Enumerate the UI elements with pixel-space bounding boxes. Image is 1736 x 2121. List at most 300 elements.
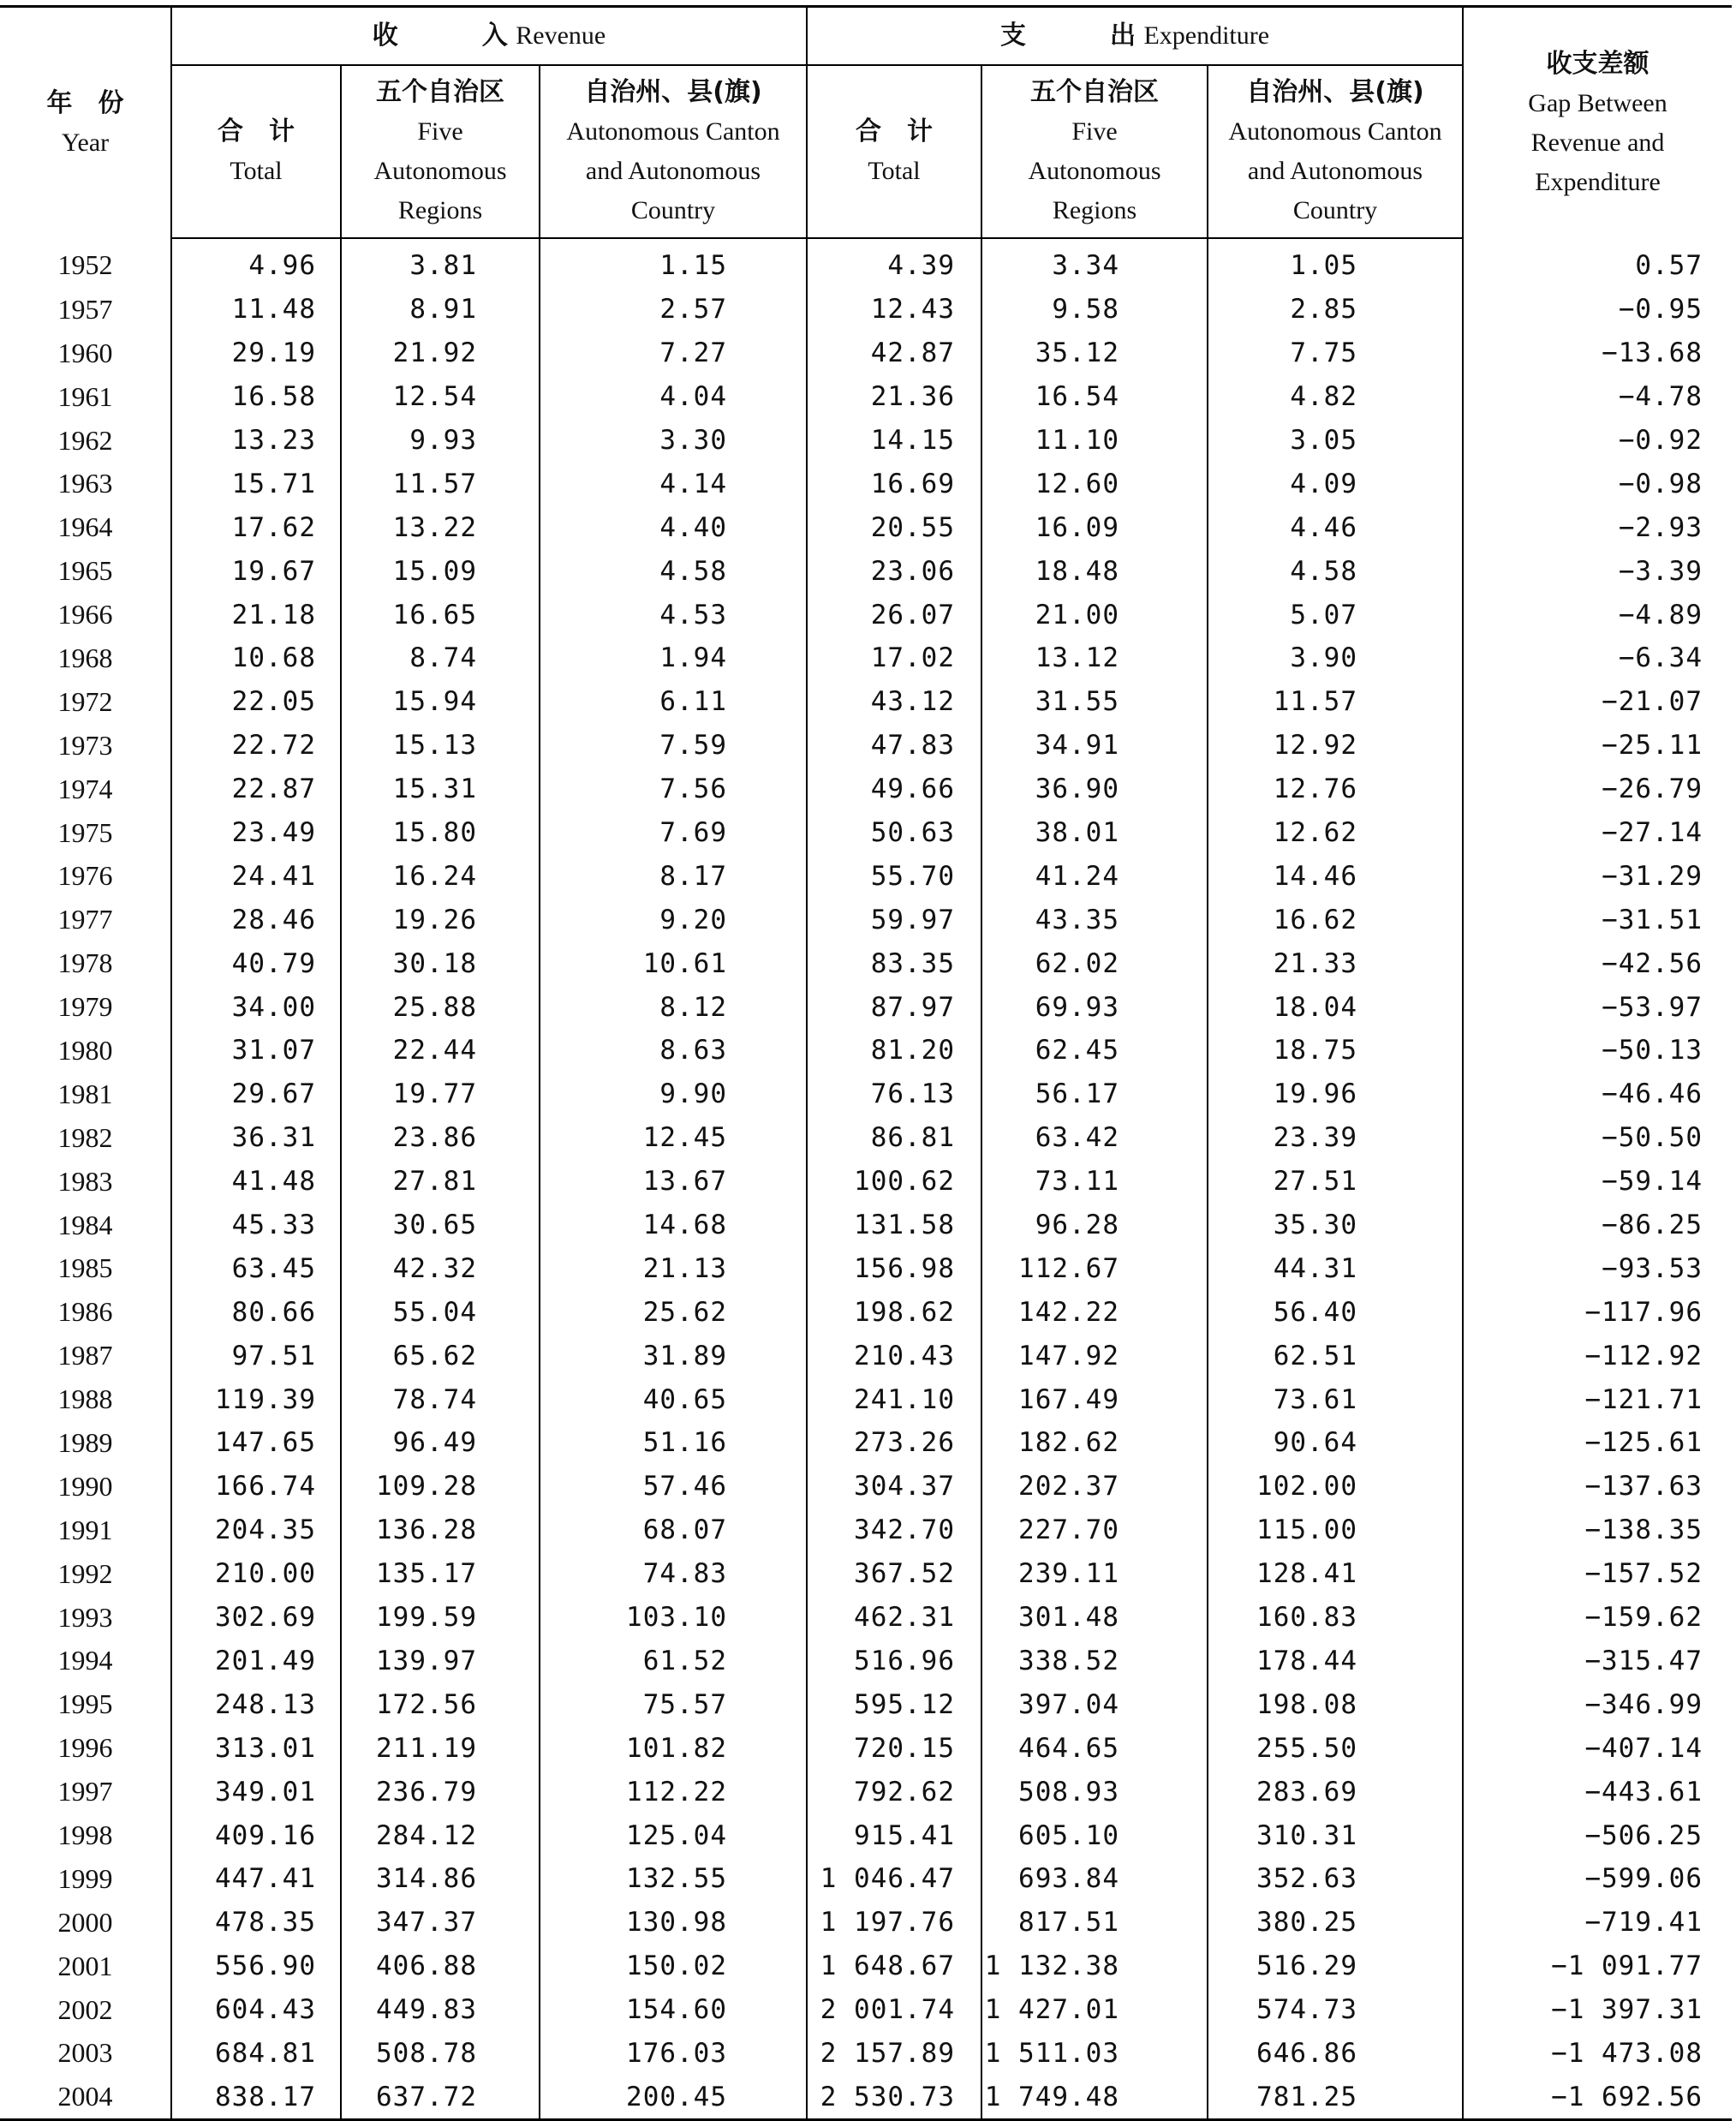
revenue-total-cell: 210.00 — [171, 1552, 341, 1596]
table-row — [0, 898, 1732, 941]
expenditure-five-regions-cell: 16.09 — [981, 505, 1208, 549]
expenditure-header-zh: 支 出 — [999, 21, 1137, 51]
expenditure-autonomous-cell: 516.29 — [1208, 1945, 1463, 1988]
expenditure-auto-header-en1: Autonomous Canton — [1228, 117, 1442, 146]
expenditure-autonomous-cell: 90.64 — [1208, 1421, 1463, 1465]
table-row — [0, 1246, 1732, 1290]
table-row — [0, 505, 1732, 549]
gap-cell: −1 692.56 — [1463, 2075, 1732, 2119]
expenditure-autonomous-cell: 646.86 — [1208, 2032, 1463, 2076]
revenue-total-cell: 13.23 — [171, 419, 341, 463]
gap-cell: −599.06 — [1463, 1857, 1732, 1901]
gap-cell: −159.62 — [1463, 1596, 1732, 1640]
fiscal-table-container — [0, 5, 1732, 2121]
expenditure-autonomous-cell: 4.09 — [1208, 462, 1463, 505]
table-header — [0, 7, 1732, 239]
year-cell: 1996 — [57, 1732, 113, 1764]
year-cell: 1961 — [57, 380, 113, 412]
expenditure-autonomous-cell: 14.46 — [1208, 854, 1463, 898]
table-row — [0, 768, 1732, 811]
gap-header — [1463, 7, 1732, 239]
expenditure-five-regions-cell: 1 132.38 — [981, 1945, 1208, 1988]
year-header — [0, 7, 171, 239]
revenue-five-header-en2: Autonomous — [373, 157, 507, 185]
revenue-five-regions-cell: 96.49 — [341, 1421, 540, 1465]
revenue-autonomous-cell: 68.07 — [540, 1509, 807, 1552]
expenditure-autonomous-cell: 56.40 — [1208, 1290, 1463, 1334]
expenditure-five-regions-cell: 13.12 — [981, 636, 1208, 680]
revenue-autonomous-cell: 75.57 — [540, 1682, 807, 1726]
revenue-total-cell: 22.87 — [171, 768, 341, 811]
expenditure-total-cell: 55.70 — [807, 854, 981, 898]
revenue-five-regions-cell: 21.92 — [341, 332, 540, 375]
revenue-five-regions-cell: 15.13 — [341, 724, 540, 768]
expenditure-autonomous-cell: 4.58 — [1208, 549, 1463, 593]
expenditure-five-regions-cell: 56.17 — [981, 1072, 1208, 1116]
table-row — [0, 1160, 1732, 1204]
expenditure-total-cell: 1 648.67 — [807, 1945, 981, 1988]
expenditure-autonomous-cell: 1.05 — [1208, 238, 1463, 288]
expenditure-autonomous-cell: 7.75 — [1208, 332, 1463, 375]
expenditure-auto-header-en2: and Autonomous — [1247, 157, 1423, 185]
expenditure-autonomous-cell: 16.62 — [1208, 898, 1463, 941]
table-row — [0, 1770, 1732, 1813]
expenditure-five-header-zh: 五个自治区 — [1030, 77, 1160, 107]
gap-cell: −46.46 — [1463, 1072, 1732, 1116]
year-cell: 1974 — [57, 773, 113, 804]
expenditure-total-cell: 47.83 — [807, 724, 981, 768]
gap-cell: −42.56 — [1463, 941, 1732, 985]
revenue-five-regions-cell: 78.74 — [341, 1377, 540, 1421]
revenue-total-cell: 34.00 — [171, 985, 341, 1029]
expenditure-total-cell: 4.39 — [807, 238, 981, 288]
expenditure-five-regions-cell: 35.12 — [981, 332, 1208, 375]
expenditure-five-regions-cell: 693.84 — [981, 1857, 1208, 1901]
gap-header-zh: 收支差额 — [1546, 48, 1649, 79]
gap-cell: −407.14 — [1463, 1726, 1732, 1770]
revenue-five-regions-header — [341, 65, 540, 238]
table-row — [0, 636, 1732, 680]
expenditure-autonomous-cell: 115.00 — [1208, 1509, 1463, 1552]
revenue-five-regions-cell: 12.54 — [341, 375, 540, 419]
expenditure-five-regions-cell: 397.04 — [981, 1682, 1208, 1726]
revenue-total-cell: 29.67 — [171, 1072, 341, 1116]
expenditure-total-cell: 792.62 — [807, 1770, 981, 1813]
expenditure-five-regions-cell: 202.37 — [981, 1465, 1208, 1509]
revenue-total-cell: 22.72 — [171, 724, 341, 768]
expenditure-autonomous-cell: 23.39 — [1208, 1116, 1463, 1160]
year-cell: 1975 — [57, 816, 113, 848]
revenue-total-cell: 40.79 — [171, 941, 341, 985]
revenue-autonomous-cell: 10.61 — [540, 941, 807, 985]
gap-cell: −2.93 — [1463, 505, 1732, 549]
expenditure-five-regions-cell: 96.28 — [981, 1204, 1208, 1247]
table-row — [0, 462, 1732, 505]
revenue-five-regions-cell: 139.97 — [341, 1640, 540, 1683]
expenditure-autonomous-cell: 781.25 — [1208, 2075, 1463, 2119]
year-cell: 1989 — [57, 1426, 113, 1458]
expenditure-total-cell: 131.58 — [807, 1204, 981, 1247]
expenditure-total-cell: 26.07 — [807, 593, 981, 636]
revenue-total-header-en: Total — [230, 157, 283, 185]
year-cell: 1998 — [57, 1819, 113, 1850]
expenditure-five-regions-cell: 73.11 — [981, 1160, 1208, 1204]
year-cell: 1999 — [57, 1862, 113, 1894]
expenditure-five-header-en3: Regions — [1052, 196, 1137, 224]
expenditure-autonomous-cell: 198.08 — [1208, 1682, 1463, 1726]
expenditure-auto-header-zh: 自治州、县(旗) — [1246, 77, 1424, 107]
table-row — [0, 1901, 1732, 1945]
revenue-autonomous-cell: 74.83 — [540, 1552, 807, 1596]
year-cell: 1988 — [57, 1383, 113, 1415]
expenditure-five-regions-cell: 605.10 — [981, 1813, 1208, 1857]
year-cell: 1980 — [57, 1034, 113, 1066]
expenditure-total-cell: 595.12 — [807, 1682, 981, 1726]
revenue-five-regions-cell: 135.17 — [341, 1552, 540, 1596]
expenditure-total-cell: 156.98 — [807, 1246, 981, 1290]
revenue-autonomous-cell: 31.89 — [540, 1334, 807, 1377]
gap-header-en3: Expenditure — [1535, 167, 1661, 196]
revenue-auto-header-en3: Country — [630, 196, 716, 224]
revenue-autonomous-cell: 51.16 — [540, 1421, 807, 1465]
revenue-five-regions-cell: 109.28 — [341, 1465, 540, 1509]
expenditure-total-header — [807, 65, 981, 238]
revenue-autonomous-cell: 61.52 — [540, 1640, 807, 1683]
expenditure-total-header-zh: 合 计 — [856, 117, 934, 146]
expenditure-total-cell: 21.36 — [807, 375, 981, 419]
expenditure-five-regions-cell: 1 749.48 — [981, 2075, 1208, 2119]
expenditure-total-cell: 16.69 — [807, 462, 981, 505]
year-cell: 1993 — [57, 1601, 113, 1633]
revenue-autonomous-cell: 2.57 — [540, 288, 807, 332]
expenditure-autonomous-cell: 2.85 — [1208, 288, 1463, 332]
expenditure-autonomous-cell: 310.31 — [1208, 1813, 1463, 1857]
expenditure-total-cell: 42.87 — [807, 332, 981, 375]
expenditure-total-cell: 1 046.47 — [807, 1857, 981, 1901]
expenditure-five-regions-cell: 1 511.03 — [981, 2032, 1208, 2076]
revenue-autonomous-cell: 101.82 — [540, 1726, 807, 1770]
expenditure-total-cell: 210.43 — [807, 1334, 981, 1377]
table-row — [0, 680, 1732, 724]
revenue-five-regions-cell: 65.62 — [341, 1334, 540, 1377]
table-row — [0, 288, 1732, 332]
revenue-total-cell: 4.96 — [171, 238, 341, 288]
revenue-total-cell: 447.41 — [171, 1857, 341, 1901]
revenue-autonomous-canton-header — [540, 65, 807, 238]
revenue-total-cell: 147.65 — [171, 1421, 341, 1465]
expenditure-total-cell: 83.35 — [807, 941, 981, 985]
year-cell: 1982 — [57, 1121, 113, 1153]
expenditure-total-cell: 49.66 — [807, 768, 981, 811]
expenditure-five-regions-header — [981, 65, 1208, 238]
revenue-autonomous-cell: 21.13 — [540, 1246, 807, 1290]
revenue-five-regions-cell: 172.56 — [341, 1682, 540, 1726]
revenue-total-cell: 63.45 — [171, 1246, 341, 1290]
revenue-five-regions-cell: 30.65 — [341, 1204, 540, 1247]
expenditure-total-cell: 14.15 — [807, 419, 981, 463]
expenditure-total-cell: 342.70 — [807, 1509, 981, 1552]
table-row — [0, 375, 1732, 419]
expenditure-five-header-en1: Five — [1071, 117, 1118, 146]
expenditure-total-cell: 720.15 — [807, 1726, 981, 1770]
revenue-total-cell: 409.16 — [171, 1813, 341, 1857]
table-row — [0, 1377, 1732, 1421]
revenue-total-cell: 604.43 — [171, 1988, 341, 2032]
table-row — [0, 419, 1732, 463]
gap-cell: −117.96 — [1463, 1290, 1732, 1334]
table-row — [0, 1552, 1732, 1596]
expenditure-header-en: Expenditure — [1143, 21, 1270, 50]
revenue-auto-header-zh: 自治州、县(旗) — [584, 77, 762, 107]
expenditure-five-regions-cell: 31.55 — [981, 680, 1208, 724]
table-row — [0, 724, 1732, 768]
revenue-five-regions-cell: 449.83 — [341, 1988, 540, 2032]
gap-cell: −26.79 — [1463, 768, 1732, 811]
table-row — [0, 1857, 1732, 1901]
expenditure-total-cell: 304.37 — [807, 1465, 981, 1509]
expenditure-autonomous-cell: 12.76 — [1208, 768, 1463, 811]
gap-cell: −6.34 — [1463, 636, 1732, 680]
revenue-autonomous-cell: 8.63 — [540, 1029, 807, 1072]
revenue-total-cell: 10.68 — [171, 636, 341, 680]
expenditure-five-header-en2: Autonomous — [1028, 157, 1161, 185]
revenue-five-regions-cell: 199.59 — [341, 1596, 540, 1640]
expenditure-autonomous-cell: 21.33 — [1208, 941, 1463, 985]
expenditure-autonomous-cell: 12.62 — [1208, 811, 1463, 855]
table-row — [0, 1813, 1732, 1857]
year-cell: 1972 — [57, 685, 113, 717]
year-cell: 2003 — [57, 2037, 113, 2069]
expenditure-autonomous-cell: 44.31 — [1208, 1246, 1463, 1290]
expenditure-total-header-en: Total — [868, 157, 921, 185]
gap-cell: −3.39 — [1463, 549, 1732, 593]
year-cell: 1957 — [57, 293, 113, 325]
expenditure-total-cell: 915.41 — [807, 1813, 981, 1857]
gap-cell: 0.57 — [1463, 238, 1732, 288]
revenue-five-regions-cell: 15.09 — [341, 549, 540, 593]
expenditure-total-cell: 59.97 — [807, 898, 981, 941]
expenditure-autonomous-cell: 19.96 — [1208, 1072, 1463, 1116]
gap-cell: −93.53 — [1463, 1246, 1732, 1290]
revenue-total-cell: 29.19 — [171, 332, 341, 375]
revenue-total-cell: 302.69 — [171, 1596, 341, 1640]
revenue-five-regions-cell: 16.24 — [341, 854, 540, 898]
expenditure-total-cell: 241.10 — [807, 1377, 981, 1421]
revenue-autonomous-cell: 12.45 — [540, 1116, 807, 1160]
revenue-total-cell: 45.33 — [171, 1204, 341, 1247]
gap-cell: −125.61 — [1463, 1421, 1732, 1465]
table-row — [0, 549, 1732, 593]
revenue-five-header-zh: 五个自治区 — [376, 77, 504, 107]
revenue-autonomous-cell: 7.69 — [540, 811, 807, 855]
revenue-total-cell: 248.13 — [171, 1682, 341, 1726]
revenue-total-cell: 204.35 — [171, 1509, 341, 1552]
gap-header-en1: Gap Between — [1528, 88, 1667, 117]
gap-cell: −137.63 — [1463, 1465, 1732, 1509]
year-cell: 1952 — [57, 249, 113, 281]
year-cell: 1962 — [57, 424, 113, 456]
table-row — [0, 1726, 1732, 1770]
revenue-five-regions-cell: 19.26 — [341, 898, 540, 941]
revenue-five-header-en3: Regions — [397, 196, 483, 224]
revenue-five-regions-cell: 637.72 — [341, 2075, 540, 2119]
year-cell: 1978 — [57, 947, 113, 979]
table-row — [0, 238, 1732, 288]
table-row — [0, 1596, 1732, 1640]
revenue-total-cell: 838.17 — [171, 2075, 341, 2119]
gap-cell: −1 473.08 — [1463, 2032, 1732, 2076]
year-header-en: Year — [61, 128, 110, 157]
revenue-total-cell: 21.18 — [171, 593, 341, 636]
revenue-autonomous-cell: 200.45 — [540, 2075, 807, 2119]
revenue-five-regions-cell: 11.57 — [341, 462, 540, 505]
table-body — [0, 238, 1732, 2120]
expenditure-five-regions-cell: 41.24 — [981, 854, 1208, 898]
expenditure-autonomous-cell: 352.63 — [1208, 1857, 1463, 1901]
year-cell: 1990 — [57, 1470, 113, 1502]
revenue-autonomous-cell: 7.27 — [540, 332, 807, 375]
expenditure-autonomous-cell: 27.51 — [1208, 1160, 1463, 1204]
revenue-five-regions-cell: 136.28 — [341, 1509, 540, 1552]
table-row — [0, 985, 1732, 1029]
expenditure-autonomous-cell: 62.51 — [1208, 1334, 1463, 1377]
revenue-autonomous-cell: 3.30 — [540, 419, 807, 463]
gap-cell: −1 091.77 — [1463, 1945, 1732, 1988]
table-row — [0, 1334, 1732, 1377]
revenue-autonomous-cell: 176.03 — [540, 2032, 807, 2076]
expenditure-total-cell: 2 001.74 — [807, 1988, 981, 2032]
revenue-autonomous-cell: 6.11 — [540, 680, 807, 724]
revenue-autonomous-cell: 4.14 — [540, 462, 807, 505]
expenditure-five-regions-cell: 167.49 — [981, 1377, 1208, 1421]
revenue-five-regions-cell: 236.79 — [341, 1770, 540, 1813]
expenditure-five-regions-cell: 11.10 — [981, 419, 1208, 463]
expenditure-five-regions-cell: 63.42 — [981, 1116, 1208, 1160]
year-cell: 1994 — [57, 1645, 113, 1676]
table-row — [0, 1204, 1732, 1247]
revenue-total-cell: 11.48 — [171, 288, 341, 332]
gap-cell: −21.07 — [1463, 680, 1732, 724]
expenditure-total-cell: 43.12 — [807, 680, 981, 724]
table-row — [0, 593, 1732, 636]
revenue-total-cell: 36.31 — [171, 1116, 341, 1160]
expenditure-total-cell: 76.13 — [807, 1072, 981, 1116]
revenue-expenditure-table — [0, 5, 1732, 2121]
revenue-autonomous-cell: 13.67 — [540, 1160, 807, 1204]
revenue-autonomous-cell: 125.04 — [540, 1813, 807, 1857]
expenditure-total-cell: 462.31 — [807, 1596, 981, 1640]
expenditure-autonomous-cell: 128.41 — [1208, 1552, 1463, 1596]
expenditure-autonomous-cell: 12.92 — [1208, 724, 1463, 768]
table-row — [0, 1072, 1732, 1116]
revenue-five-regions-cell: 8.74 — [341, 636, 540, 680]
expenditure-autonomous-cell: 5.07 — [1208, 593, 1463, 636]
table-row — [0, 1465, 1732, 1509]
gap-cell: −138.35 — [1463, 1509, 1732, 1552]
year-cell: 1985 — [57, 1252, 113, 1284]
gap-cell: −4.89 — [1463, 593, 1732, 636]
expenditure-five-regions-cell: 16.54 — [981, 375, 1208, 419]
table-row — [0, 1640, 1732, 1683]
revenue-five-regions-cell: 30.18 — [341, 941, 540, 985]
revenue-total-cell: 23.49 — [171, 811, 341, 855]
gap-cell: −112.92 — [1463, 1334, 1732, 1377]
year-cell: 1976 — [57, 860, 113, 892]
expenditure-five-regions-cell: 239.11 — [981, 1552, 1208, 1596]
revenue-five-regions-cell: 25.88 — [341, 985, 540, 1029]
expenditure-autonomous-cell: 178.44 — [1208, 1640, 1463, 1683]
revenue-auto-header-en2: and Autonomous — [585, 157, 761, 185]
gap-cell: −0.95 — [1463, 288, 1732, 332]
table-row — [0, 1290, 1732, 1334]
revenue-autonomous-cell: 7.59 — [540, 724, 807, 768]
year-cell: 1966 — [57, 599, 113, 630]
revenue-total-cell: 313.01 — [171, 1726, 341, 1770]
table-row — [0, 854, 1732, 898]
revenue-five-regions-cell: 15.94 — [341, 680, 540, 724]
revenue-total-cell: 41.48 — [171, 1160, 341, 1204]
revenue-total-cell: 97.51 — [171, 1334, 341, 1377]
expenditure-autonomous-cell: 3.05 — [1208, 419, 1463, 463]
expenditure-total-cell: 86.81 — [807, 1116, 981, 1160]
revenue-autonomous-cell: 9.20 — [540, 898, 807, 941]
revenue-autonomous-cell: 25.62 — [540, 1290, 807, 1334]
year-cell: 1986 — [57, 1296, 113, 1328]
year-cell: 1987 — [57, 1340, 113, 1371]
revenue-autonomous-cell: 1.94 — [540, 636, 807, 680]
revenue-total-cell: 201.49 — [171, 1640, 341, 1683]
year-cell: 2001 — [57, 1950, 113, 1981]
revenue-total-cell: 24.41 — [171, 854, 341, 898]
year-cell: 1995 — [57, 1688, 113, 1720]
revenue-total-header-zh: 合 计 — [218, 117, 295, 146]
expenditure-five-regions-cell: 142.22 — [981, 1290, 1208, 1334]
gap-cell: −31.51 — [1463, 898, 1732, 941]
revenue-five-regions-cell: 23.86 — [341, 1116, 540, 1160]
expenditure-total-cell: 20.55 — [807, 505, 981, 549]
revenue-autonomous-cell: 4.04 — [540, 375, 807, 419]
revenue-autonomous-cell: 8.12 — [540, 985, 807, 1029]
expenditure-auto-header-en3: Country — [1292, 196, 1378, 224]
revenue-total-cell: 478.35 — [171, 1901, 341, 1945]
gap-cell: −13.68 — [1463, 332, 1732, 375]
revenue-total-cell: 15.71 — [171, 462, 341, 505]
table-row — [0, 2032, 1732, 2076]
expenditure-total-cell: 100.62 — [807, 1160, 981, 1204]
table-row — [0, 1945, 1732, 1988]
expenditure-five-regions-cell: 12.60 — [981, 462, 1208, 505]
revenue-five-regions-cell: 15.80 — [341, 811, 540, 855]
expenditure-five-regions-cell: 464.65 — [981, 1726, 1208, 1770]
gap-cell: −31.29 — [1463, 854, 1732, 898]
revenue-autonomous-cell: 4.53 — [540, 593, 807, 636]
table-row — [0, 1509, 1732, 1552]
revenue-five-regions-cell: 22.44 — [341, 1029, 540, 1072]
expenditure-five-regions-cell: 34.91 — [981, 724, 1208, 768]
expenditure-autonomous-cell: 4.82 — [1208, 375, 1463, 419]
revenue-autonomous-cell: 7.56 — [540, 768, 807, 811]
revenue-five-regions-cell: 406.88 — [341, 1945, 540, 1988]
revenue-header-en: Revenue — [516, 21, 606, 50]
expenditure-autonomous-cell: 102.00 — [1208, 1465, 1463, 1509]
expenditure-five-regions-cell: 21.00 — [981, 593, 1208, 636]
revenue-total-cell: 556.90 — [171, 1945, 341, 1988]
expenditure-autonomous-canton-header — [1208, 65, 1463, 238]
revenue-autonomous-cell: 154.60 — [540, 1988, 807, 2032]
expenditure-autonomous-cell: 18.75 — [1208, 1029, 1463, 1072]
revenue-total-cell: 28.46 — [171, 898, 341, 941]
expenditure-total-cell: 2 530.73 — [807, 2075, 981, 2119]
